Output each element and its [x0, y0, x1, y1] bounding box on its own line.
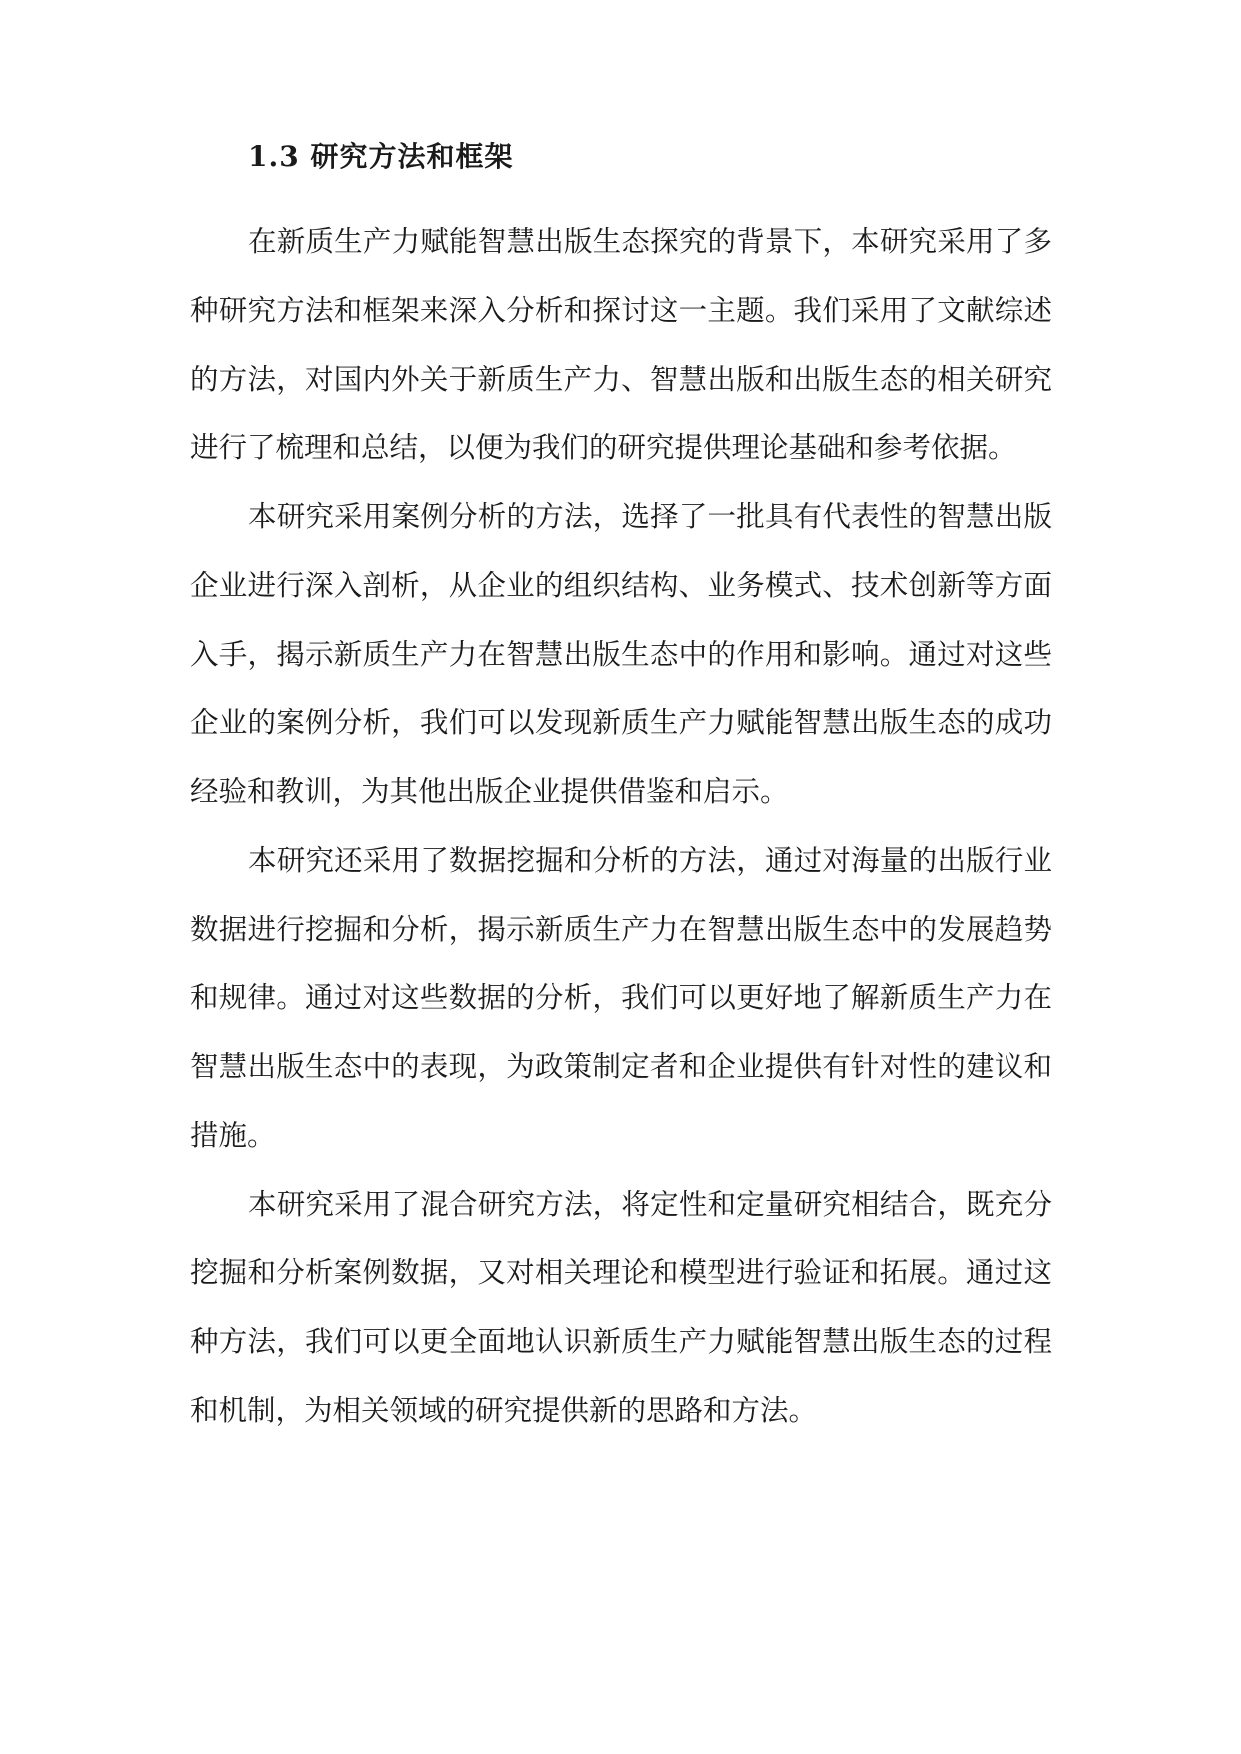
- section-heading: 1.3 研究方法和框架: [248, 140, 514, 173]
- document-body: [190, 140, 1052, 1446]
- paragraph-research-methods-intro: 在新质生产力赋能智慧出版生态探究的背景下，本研究采用了多种研究方法和框架来深入分析和探讨这一主题。我们采用了文献综述的方法，对国内外关于新质生产力、智慧出版和出版生态的相关研究进行了梳理和总结，以便为我们的研究提供理论基础和参考依据。: [190, 225, 1052, 465]
- paragraph-data-mining: 本研究还采用了数据挖掘和分析的方法，通过对海量的出版行业数据进行挖掘和分析，揭示新质生产力在智慧出版生态中的发展趋势和规律。通过对这些数据的分析，我们可以更好地了解新质生产力在智慧出版生态中的表现，为政策制定者和企业提供有针对性的建议和措施。: [190, 843, 1052, 1152]
- paragraph-case-analysis: 本研究采用案例分析的方法，选择了一批具有代表性的智慧出版企业进行深入剖析，从企业的组织结构、业务模式、技术创新等方面入手，揭示新质生产力在智慧出版生态中的作用和影响。通过对这些企业的案例分析，我们可以发现新质生产力赋能智慧出版生态的成功经验和教训，为其他出版企业提供借鉴和启示。: [190, 500, 1052, 808]
- paragraph-mixed-methods: 本研究采用了混合研究方法，将定性和定量研究相结合，既充分挖掘和分析案例数据，又对相关理论和模型进行验证和拓展。通过这种方法，我们可以更全面地认识新质生产力赋能智慧出版生态的过程和机制，为相关领域的研究提供新的思路和方法。: [190, 1187, 1052, 1427]
